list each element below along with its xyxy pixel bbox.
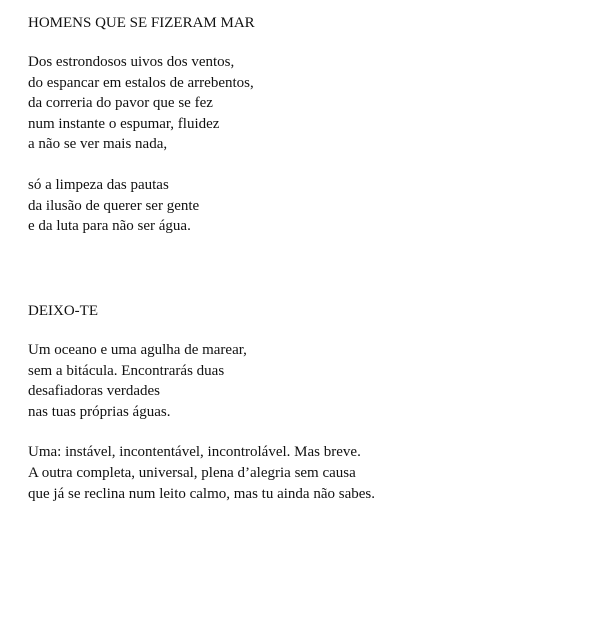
verse-line: que já se reclina num leito calmo, mas tu ainda não sabes. [28,485,375,502]
poem-homens-que-se-fizeram-mar [28,13,598,257]
stanza [28,52,598,155]
verse-line: Dos estrondosos uivos dos ventos, [28,54,235,70]
stanza [28,340,598,422]
verse-line: A outra completa, universal, plena d’alegria sem causa [28,464,356,481]
verse-line: a não se ver mais nada, [28,136,168,153]
verse-line: só a limpeza das pautas [28,176,169,193]
poem-title: HOMENS QUE SE FIZERAM MAR [28,15,255,31]
verse-line: Uma: instável, incontentável, incontrolável. Mas breve. [28,444,361,461]
verse-line: da ilusão de querer ser gente [28,197,200,214]
verse-line: desafiadoras verdades [28,383,161,400]
verse-line: nas tuas próprias águas. [28,403,171,420]
poem-title: DEIXO-TE [28,303,98,319]
verse-line: num instante o espumar, fluidez [28,115,220,132]
verse-line: do espancar em estalos de arrebentos, [28,74,254,91]
stanza [28,442,598,504]
stanza [28,175,598,237]
verse-line: Um oceano e uma agulha de marear, [28,342,247,358]
poem-deixo-te [28,301,598,524]
verse-line: sem a bitácula. Encontrarás duas [28,362,225,379]
verse-line: da correria do pavor que se fez [28,95,213,112]
verse-line: e da luta para não ser água. [28,218,191,235]
